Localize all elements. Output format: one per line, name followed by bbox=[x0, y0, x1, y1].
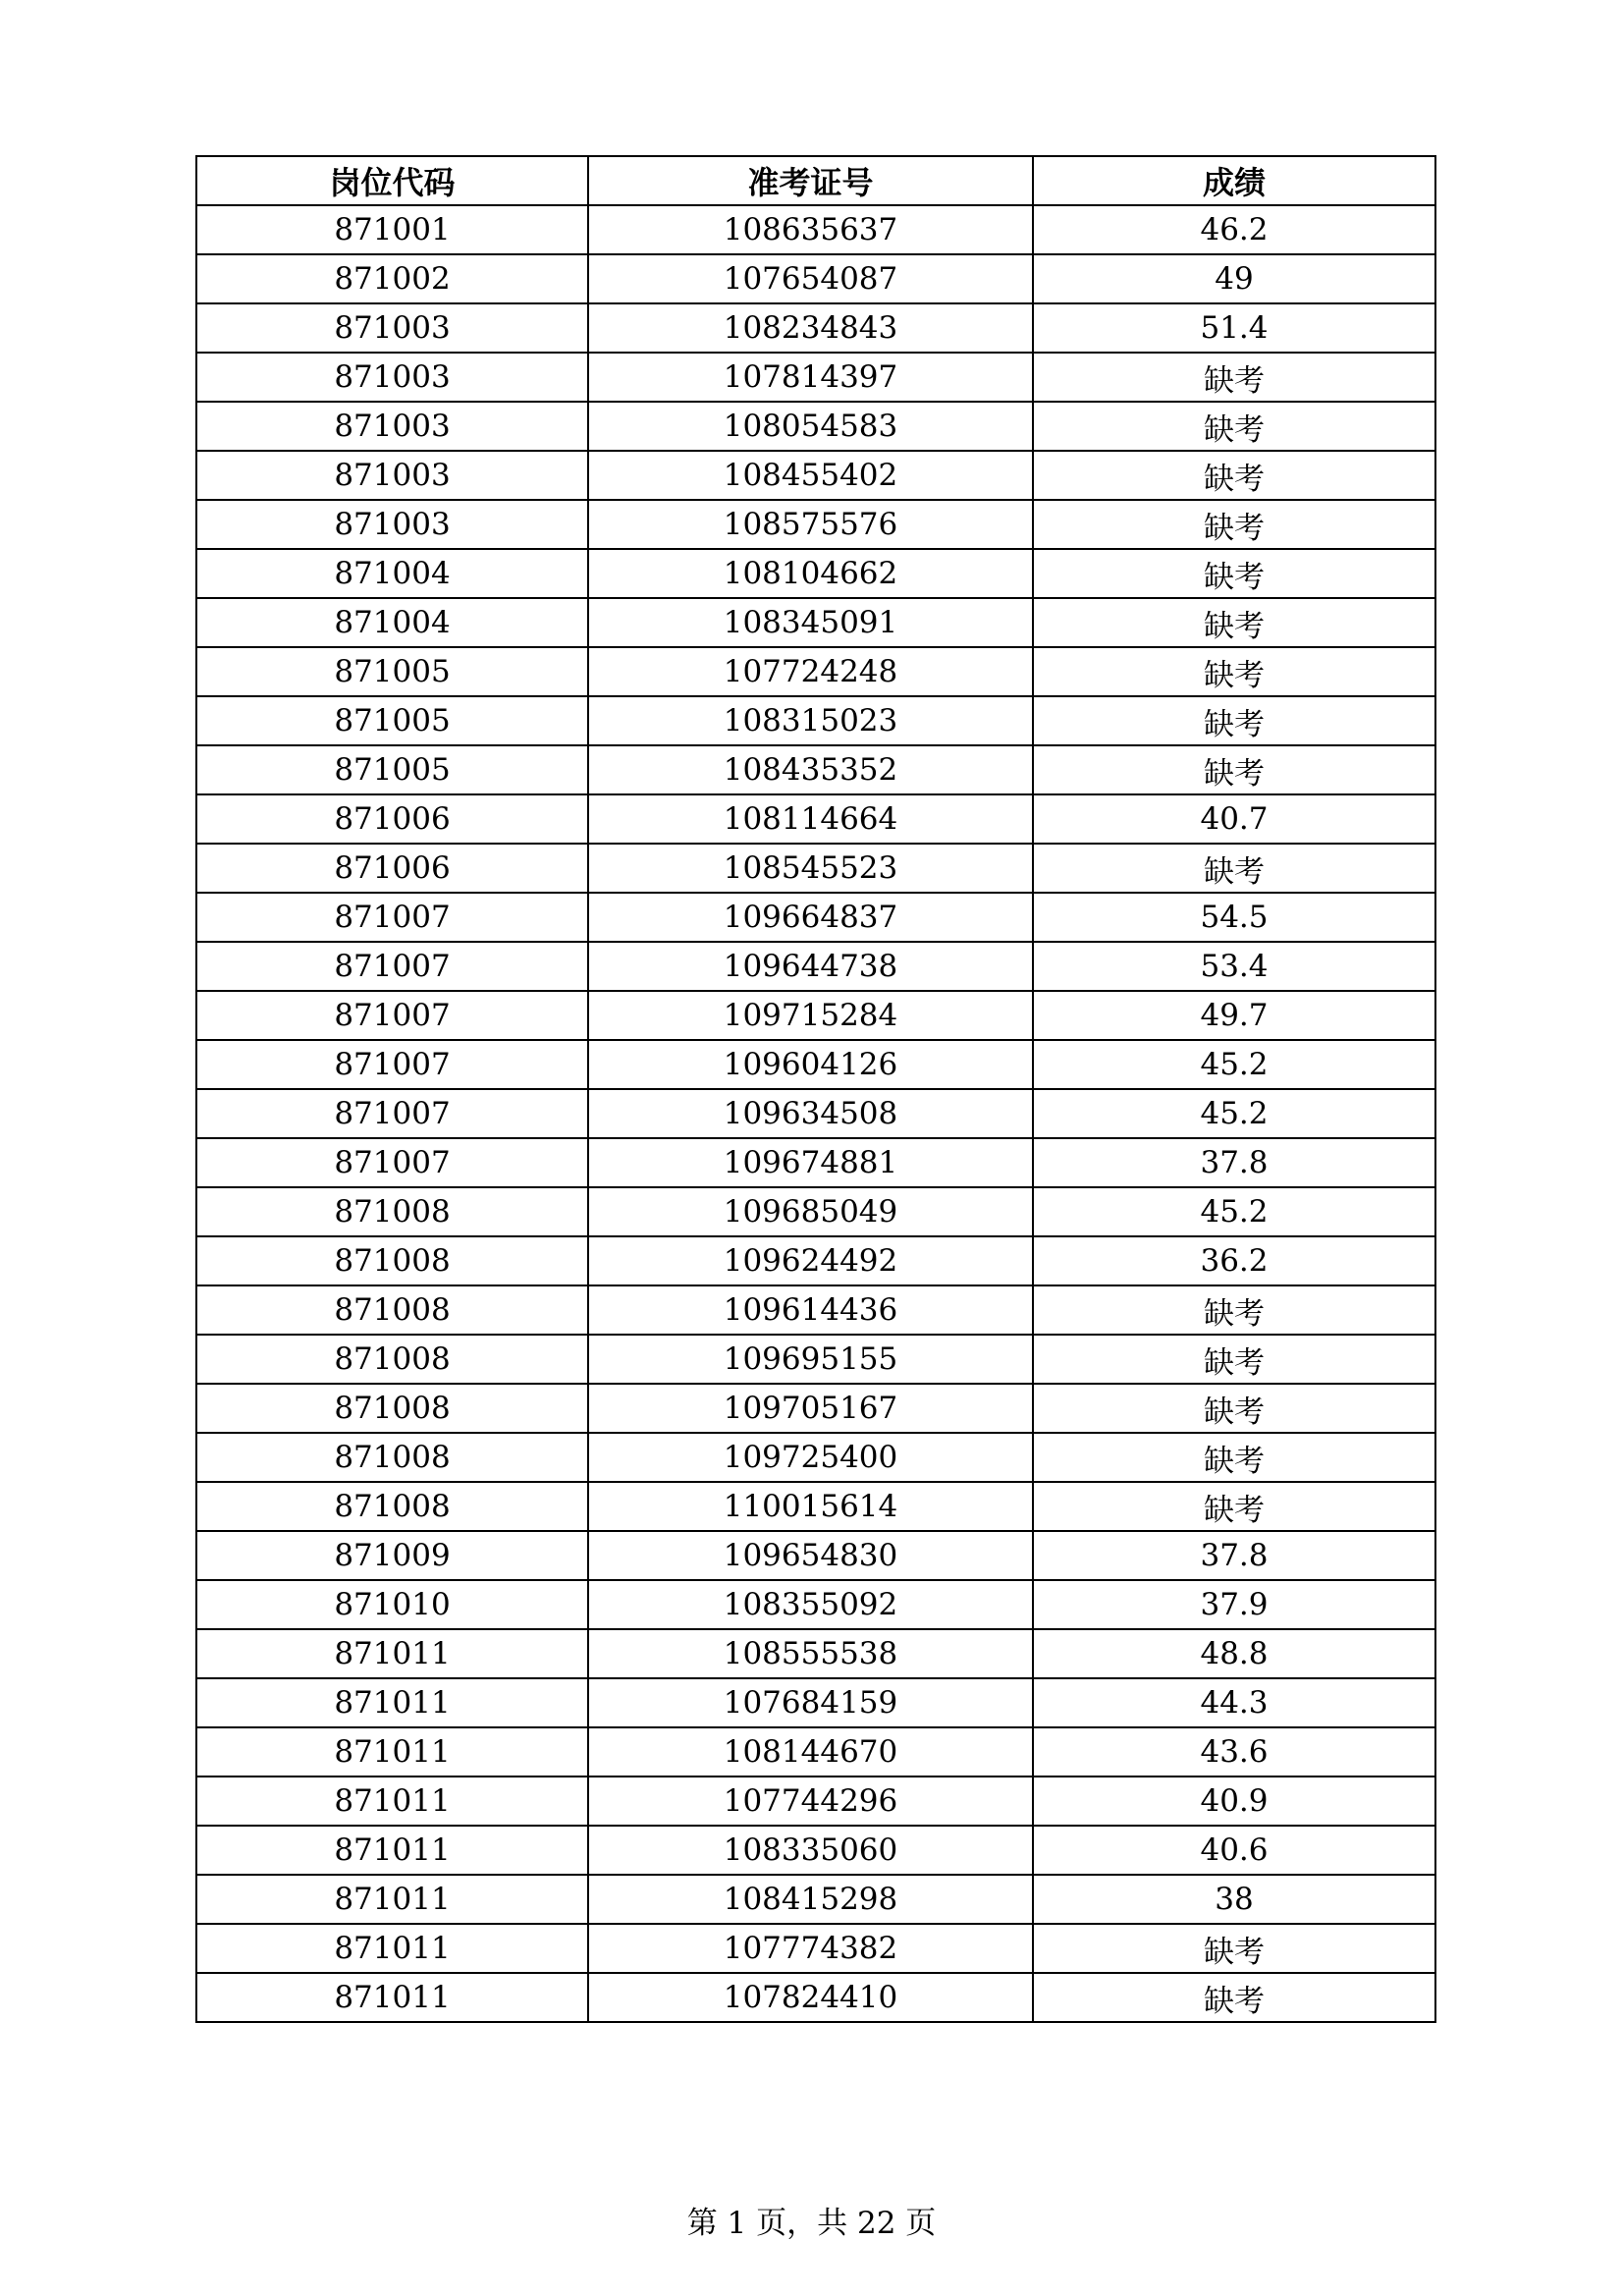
post-code-cell: 871003 bbox=[196, 451, 588, 500]
table-row bbox=[196, 402, 1435, 451]
table-row bbox=[196, 500, 1435, 549]
ticket-number-cell: 110015614 bbox=[588, 1482, 1033, 1531]
ticket-number-cell: 108234843 bbox=[588, 303, 1033, 353]
score-cell: 缺考 bbox=[1033, 1335, 1435, 1384]
ticket-number-cell: 108114664 bbox=[588, 794, 1033, 844]
score-cell: 37.8 bbox=[1033, 1531, 1435, 1580]
score-cell: 缺考 bbox=[1033, 844, 1435, 893]
post-code-cell: 871008 bbox=[196, 1482, 588, 1531]
post-code-cell: 871002 bbox=[196, 254, 588, 303]
score-cell: 54.5 bbox=[1033, 893, 1435, 942]
ticket-number-cell: 107774382 bbox=[588, 1924, 1033, 1973]
table-row bbox=[196, 1875, 1435, 1924]
post-code-cell: 871007 bbox=[196, 1040, 588, 1089]
score-cell: 38 bbox=[1033, 1875, 1435, 1924]
table-row bbox=[196, 1826, 1435, 1875]
table-row bbox=[196, 893, 1435, 942]
table-row bbox=[196, 1924, 1435, 1973]
post-code-cell: 871008 bbox=[196, 1384, 588, 1433]
score-cell: 48.8 bbox=[1033, 1629, 1435, 1678]
ticket-number-cell: 109715284 bbox=[588, 991, 1033, 1040]
ticket-number-cell: 109654830 bbox=[588, 1531, 1033, 1580]
ticket-number-cell: 109705167 bbox=[588, 1384, 1033, 1433]
table-row bbox=[196, 1187, 1435, 1236]
ticket-number-cell: 107744296 bbox=[588, 1777, 1033, 1826]
table-row bbox=[196, 647, 1435, 696]
header-score: 成绩 bbox=[1033, 156, 1435, 205]
post-code-cell: 871007 bbox=[196, 893, 588, 942]
ticket-number-cell: 109614436 bbox=[588, 1285, 1033, 1335]
post-code-cell: 871004 bbox=[196, 549, 588, 598]
table-row bbox=[196, 549, 1435, 598]
post-code-cell: 871008 bbox=[196, 1335, 588, 1384]
ticket-number-cell: 108315023 bbox=[588, 696, 1033, 745]
table-header-row bbox=[196, 156, 1435, 205]
table-row bbox=[196, 1531, 1435, 1580]
score-cell: 37.9 bbox=[1033, 1580, 1435, 1629]
post-code-cell: 871005 bbox=[196, 647, 588, 696]
post-code-cell: 871003 bbox=[196, 500, 588, 549]
score-cell: 40.6 bbox=[1033, 1826, 1435, 1875]
post-code-cell: 871011 bbox=[196, 1924, 588, 1973]
table-row bbox=[196, 1433, 1435, 1482]
table-row bbox=[196, 205, 1435, 254]
table-row bbox=[196, 1236, 1435, 1285]
score-cell: 45.2 bbox=[1033, 1089, 1435, 1138]
ticket-number-cell: 108455402 bbox=[588, 451, 1033, 500]
post-code-cell: 871010 bbox=[196, 1580, 588, 1629]
ticket-number-cell: 108415298 bbox=[588, 1875, 1033, 1924]
table-row bbox=[196, 254, 1435, 303]
post-code-cell: 871011 bbox=[196, 1826, 588, 1875]
score-cell: 40.7 bbox=[1033, 794, 1435, 844]
ticket-number-cell: 107654087 bbox=[588, 254, 1033, 303]
ticket-number-cell: 107684159 bbox=[588, 1678, 1033, 1727]
post-code-cell: 871008 bbox=[196, 1187, 588, 1236]
table-row bbox=[196, 844, 1435, 893]
score-cell: 36.2 bbox=[1033, 1236, 1435, 1285]
post-code-cell: 871011 bbox=[196, 1629, 588, 1678]
ticket-number-cell: 109685049 bbox=[588, 1187, 1033, 1236]
table-row bbox=[196, 696, 1435, 745]
table-body bbox=[196, 205, 1435, 2022]
post-code-cell: 871001 bbox=[196, 205, 588, 254]
post-code-cell: 871005 bbox=[196, 745, 588, 794]
table-row bbox=[196, 942, 1435, 991]
score-table bbox=[195, 155, 1436, 2023]
table-row bbox=[196, 1335, 1435, 1384]
ticket-number-cell: 108435352 bbox=[588, 745, 1033, 794]
post-code-cell: 871006 bbox=[196, 794, 588, 844]
ticket-number-cell: 109634508 bbox=[588, 1089, 1033, 1138]
table-row bbox=[196, 1285, 1435, 1335]
score-cell: 缺考 bbox=[1033, 1384, 1435, 1433]
post-code-cell: 871003 bbox=[196, 303, 588, 353]
ticket-number-cell: 109725400 bbox=[588, 1433, 1033, 1482]
ticket-number-cell: 109674881 bbox=[588, 1138, 1033, 1187]
table-row bbox=[196, 1089, 1435, 1138]
score-cell: 缺考 bbox=[1033, 696, 1435, 745]
header-ticket-number: 准考证号 bbox=[588, 156, 1033, 205]
score-cell: 43.6 bbox=[1033, 1727, 1435, 1777]
post-code-cell: 871011 bbox=[196, 1875, 588, 1924]
table-row bbox=[196, 303, 1435, 353]
table-row bbox=[196, 1973, 1435, 2022]
table-row bbox=[196, 598, 1435, 647]
post-code-cell: 871011 bbox=[196, 1727, 588, 1777]
ticket-number-cell: 108144670 bbox=[588, 1727, 1033, 1777]
table-row bbox=[196, 1678, 1435, 1727]
table-row bbox=[196, 1384, 1435, 1433]
post-code-cell: 871003 bbox=[196, 353, 588, 402]
post-code-cell: 871007 bbox=[196, 991, 588, 1040]
ticket-number-cell: 109624492 bbox=[588, 1236, 1033, 1285]
table-row bbox=[196, 1580, 1435, 1629]
score-cell: 缺考 bbox=[1033, 1285, 1435, 1335]
ticket-number-cell: 109604126 bbox=[588, 1040, 1033, 1089]
post-code-cell: 871004 bbox=[196, 598, 588, 647]
ticket-number-cell: 108335060 bbox=[588, 1826, 1033, 1875]
table-row bbox=[196, 1727, 1435, 1777]
post-code-cell: 871007 bbox=[196, 1138, 588, 1187]
post-code-cell: 871008 bbox=[196, 1285, 588, 1335]
score-cell: 缺考 bbox=[1033, 598, 1435, 647]
ticket-number-cell: 108545523 bbox=[588, 844, 1033, 893]
post-code-cell: 871006 bbox=[196, 844, 588, 893]
table-row bbox=[196, 1629, 1435, 1678]
score-cell: 51.4 bbox=[1033, 303, 1435, 353]
table-row bbox=[196, 991, 1435, 1040]
score-cell: 缺考 bbox=[1033, 1482, 1435, 1531]
post-code-cell: 871011 bbox=[196, 1777, 588, 1826]
ticket-number-cell: 109644738 bbox=[588, 942, 1033, 991]
ticket-number-cell: 109664837 bbox=[588, 893, 1033, 942]
header-post-code: 岗位代码 bbox=[196, 156, 588, 205]
table-row bbox=[196, 1777, 1435, 1826]
score-cell: 49.7 bbox=[1033, 991, 1435, 1040]
score-cell: 缺考 bbox=[1033, 1973, 1435, 2022]
table-row bbox=[196, 1138, 1435, 1187]
score-cell: 40.9 bbox=[1033, 1777, 1435, 1826]
ticket-number-cell: 108575576 bbox=[588, 500, 1033, 549]
table-row bbox=[196, 794, 1435, 844]
post-code-cell: 871003 bbox=[196, 402, 588, 451]
score-cell: 缺考 bbox=[1033, 402, 1435, 451]
score-cell: 缺考 bbox=[1033, 1433, 1435, 1482]
post-code-cell: 871005 bbox=[196, 696, 588, 745]
page-footer: 第 1 页，共 22 页 bbox=[686, 2206, 937, 2241]
table-row bbox=[196, 1040, 1435, 1089]
ticket-number-cell: 108054583 bbox=[588, 402, 1033, 451]
ticket-number-cell: 108555538 bbox=[588, 1629, 1033, 1678]
post-code-cell: 871008 bbox=[196, 1236, 588, 1285]
score-cell: 缺考 bbox=[1033, 353, 1435, 402]
post-code-cell: 871008 bbox=[196, 1433, 588, 1482]
table-row bbox=[196, 1482, 1435, 1531]
score-cell: 缺考 bbox=[1033, 500, 1435, 549]
score-cell: 缺考 bbox=[1033, 647, 1435, 696]
ticket-number-cell: 107724248 bbox=[588, 647, 1033, 696]
score-cell: 缺考 bbox=[1033, 451, 1435, 500]
ticket-number-cell: 108355092 bbox=[588, 1580, 1033, 1629]
ticket-number-cell: 107824410 bbox=[588, 1973, 1033, 2022]
score-cell: 缺考 bbox=[1033, 745, 1435, 794]
table-row bbox=[196, 745, 1435, 794]
ticket-number-cell: 108104662 bbox=[588, 549, 1033, 598]
ticket-number-cell: 107814397 bbox=[588, 353, 1033, 402]
ticket-number-cell: 109695155 bbox=[588, 1335, 1033, 1384]
score-cell: 53.4 bbox=[1033, 942, 1435, 991]
score-cell: 45.2 bbox=[1033, 1040, 1435, 1089]
post-code-cell: 871007 bbox=[196, 1089, 588, 1138]
post-code-cell: 871009 bbox=[196, 1531, 588, 1580]
score-cell: 44.3 bbox=[1033, 1678, 1435, 1727]
post-code-cell: 871007 bbox=[196, 942, 588, 991]
score-cell: 49 bbox=[1033, 254, 1435, 303]
score-cell: 缺考 bbox=[1033, 549, 1435, 598]
score-cell: 46.2 bbox=[1033, 205, 1435, 254]
score-cell: 45.2 bbox=[1033, 1187, 1435, 1236]
score-cell: 37.8 bbox=[1033, 1138, 1435, 1187]
post-code-cell: 871011 bbox=[196, 1678, 588, 1727]
ticket-number-cell: 108345091 bbox=[588, 598, 1033, 647]
table-row bbox=[196, 353, 1435, 402]
score-cell: 缺考 bbox=[1033, 1924, 1435, 1973]
ticket-number-cell: 108635637 bbox=[588, 205, 1033, 254]
post-code-cell: 871011 bbox=[196, 1973, 588, 2022]
table-row bbox=[196, 451, 1435, 500]
